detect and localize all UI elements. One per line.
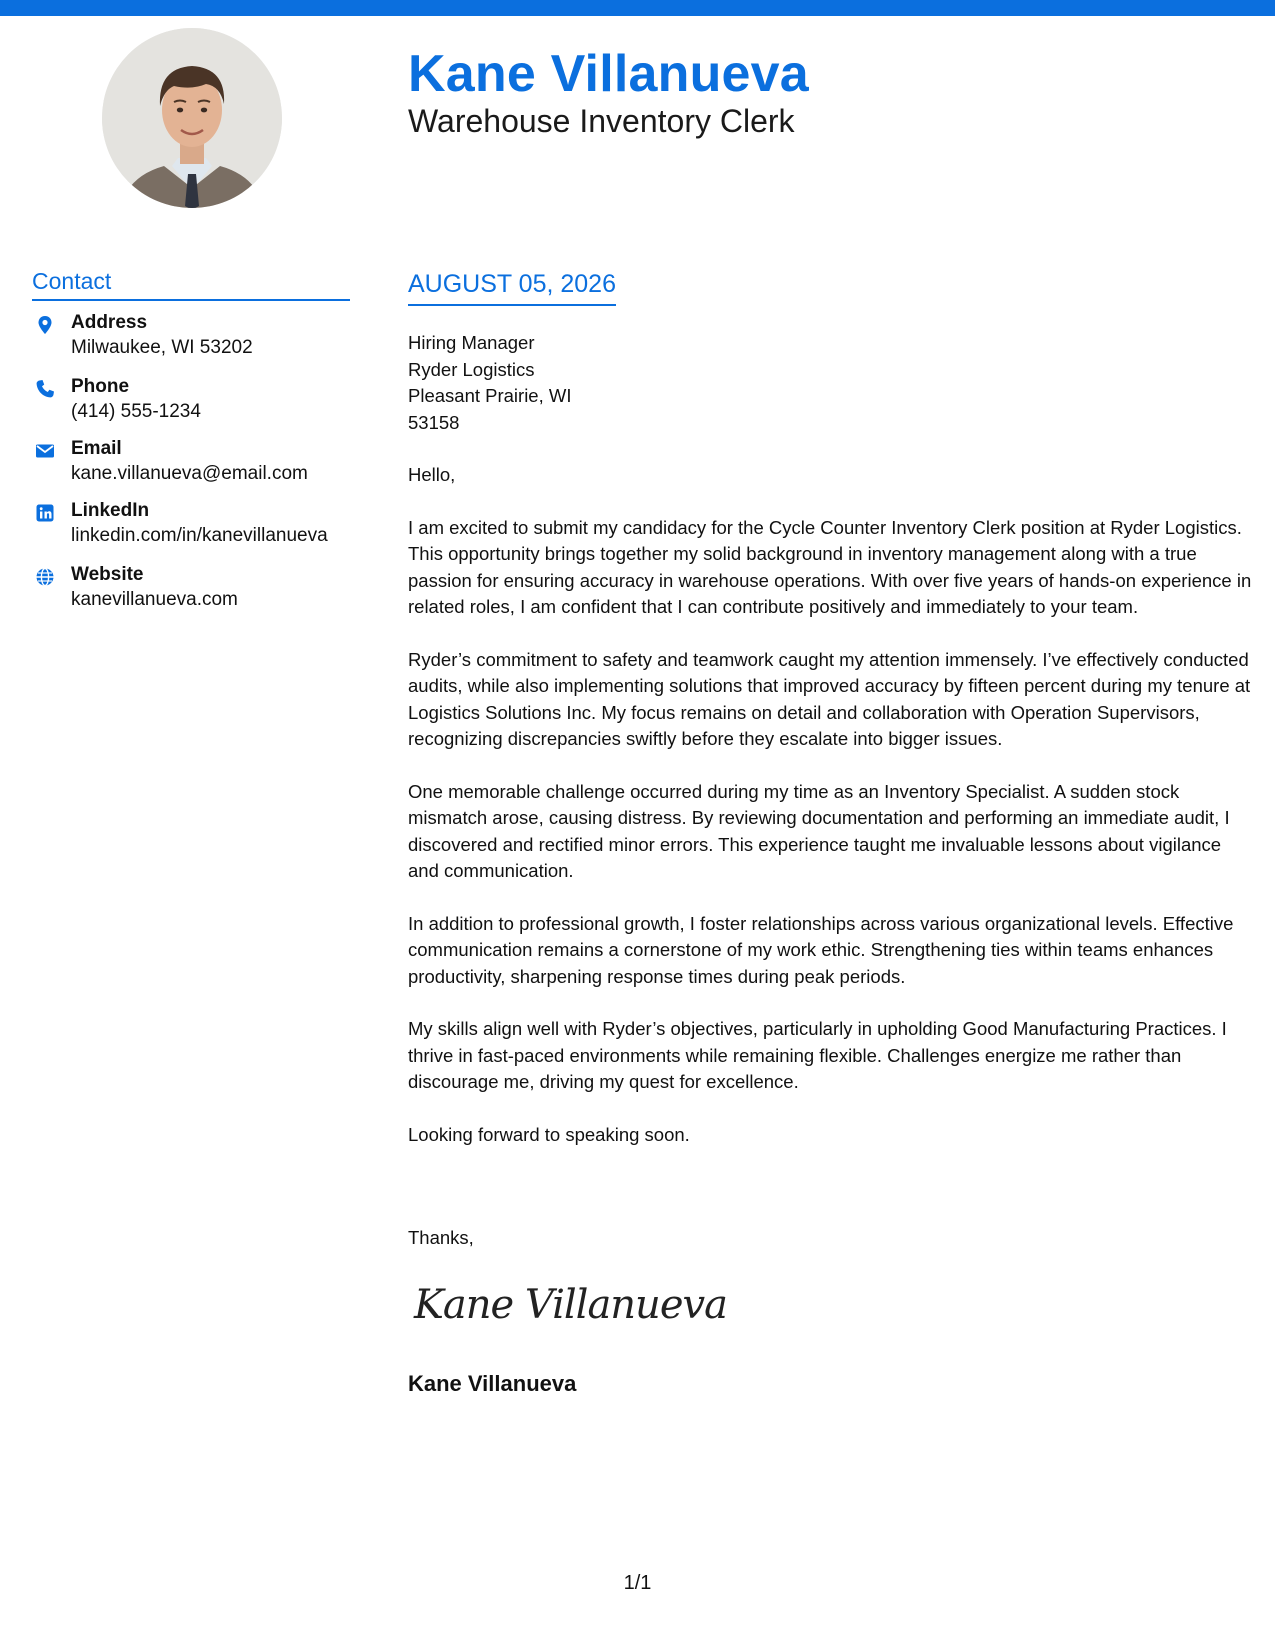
letter-body [408, 462, 1253, 1174]
greeting: Hello, [408, 464, 456, 485]
phone-icon [35, 379, 55, 399]
recipient-line: Pleasant Prairie, WI [408, 385, 572, 406]
portrait-illustration [102, 28, 282, 208]
contact-value: Milwaukee, WI 53202 [71, 337, 253, 358]
contact-value: (414) 555-1234 [71, 401, 201, 422]
closing-salutation: Thanks, [408, 1227, 474, 1248]
contact-heading: Contact [32, 268, 350, 301]
globe-icon [35, 567, 55, 587]
signer-name: Kane Villanueva [408, 1371, 577, 1396]
handwritten-signature: Kane Villanueva [414, 1282, 727, 1328]
body-paragraph: Ryder’s commitment to safety and teamwork caught my attention immensely. I’ve effectively conducted audits, while also implementing solutions that improved accuracy by fifteen percent during my tenure at Logistics Solutions Inc. My focus remains on detail and collaboration with Operation Supervisors, recognizing discrepancies swiftly before they escalate into bigger issues. [408, 648, 1251, 749]
contact-label: LinkedIn [71, 500, 150, 521]
profile-photo [102, 28, 282, 208]
contact-label: Address [71, 312, 148, 333]
recipient-line: 53158 [408, 411, 460, 433]
contact-value: kane.villanueva@email.com [71, 463, 308, 484]
recipient-block [408, 330, 571, 436]
body-paragraph: Looking forward to speaking soon. [408, 1123, 690, 1145]
envelope-icon [35, 441, 55, 461]
body-paragraph: In addition to professional growth, I foster relationships across various organizational levels. Effective communication remains a cornerstone of my work ethic. Strengthening ties within teams enhances productivity, sharpening response times during peak periods. [408, 912, 1234, 987]
body-paragraph: One memorable challenge occurred during my time as an Inventory Specialist. A sudden stock mismatch arose, causing distress. By reviewing documentation and performing an immediate audit, I discovered and rectified minor errors. This experience taught me invaluable lessons about vigilance and communication. [408, 780, 1230, 881]
contact-value: kanevillanueva.com [71, 589, 238, 610]
letter-date: AUGUST 05, 2026 [408, 270, 616, 306]
applicant-name: Kane Villanueva [408, 45, 809, 103]
recipient-line: Hiring Manager [408, 332, 535, 353]
contact-label: Website [71, 564, 144, 585]
top-accent-bar [0, 0, 1275, 16]
body-paragraph: I am excited to submit my candidacy for the Cycle Counter Inventory Clerk position at Ryder Logistics. This opportunity brings together my solid background in inventory management along with a true passion for ensuring accuracy in warehouse operations. With over five years of hands-on experience in related roles, I am confident that I can contribute positively and immediately to your team. [408, 516, 1252, 617]
contact-label: Email [71, 438, 122, 459]
contact-label: Phone [71, 376, 130, 397]
contact-value: linkedin.com/in/kanevillanueva [71, 525, 328, 546]
applicant-job-title: Warehouse Inventory Clerk [408, 103, 795, 139]
page-number: 1/1 [623, 1572, 652, 1594]
body-paragraph: My skills align well with Ryder’s objectives, particularly in upholding Good Manufacturing Practices. I thrive in fast-paced environments while remaining flexible. Challenges energize me rather than discourage me, driving my quest for excellence. [408, 1018, 1227, 1092]
map-pin-icon [35, 315, 55, 335]
linkedin-icon [35, 503, 55, 523]
recipient-line: Ryder Logistics [408, 358, 535, 380]
